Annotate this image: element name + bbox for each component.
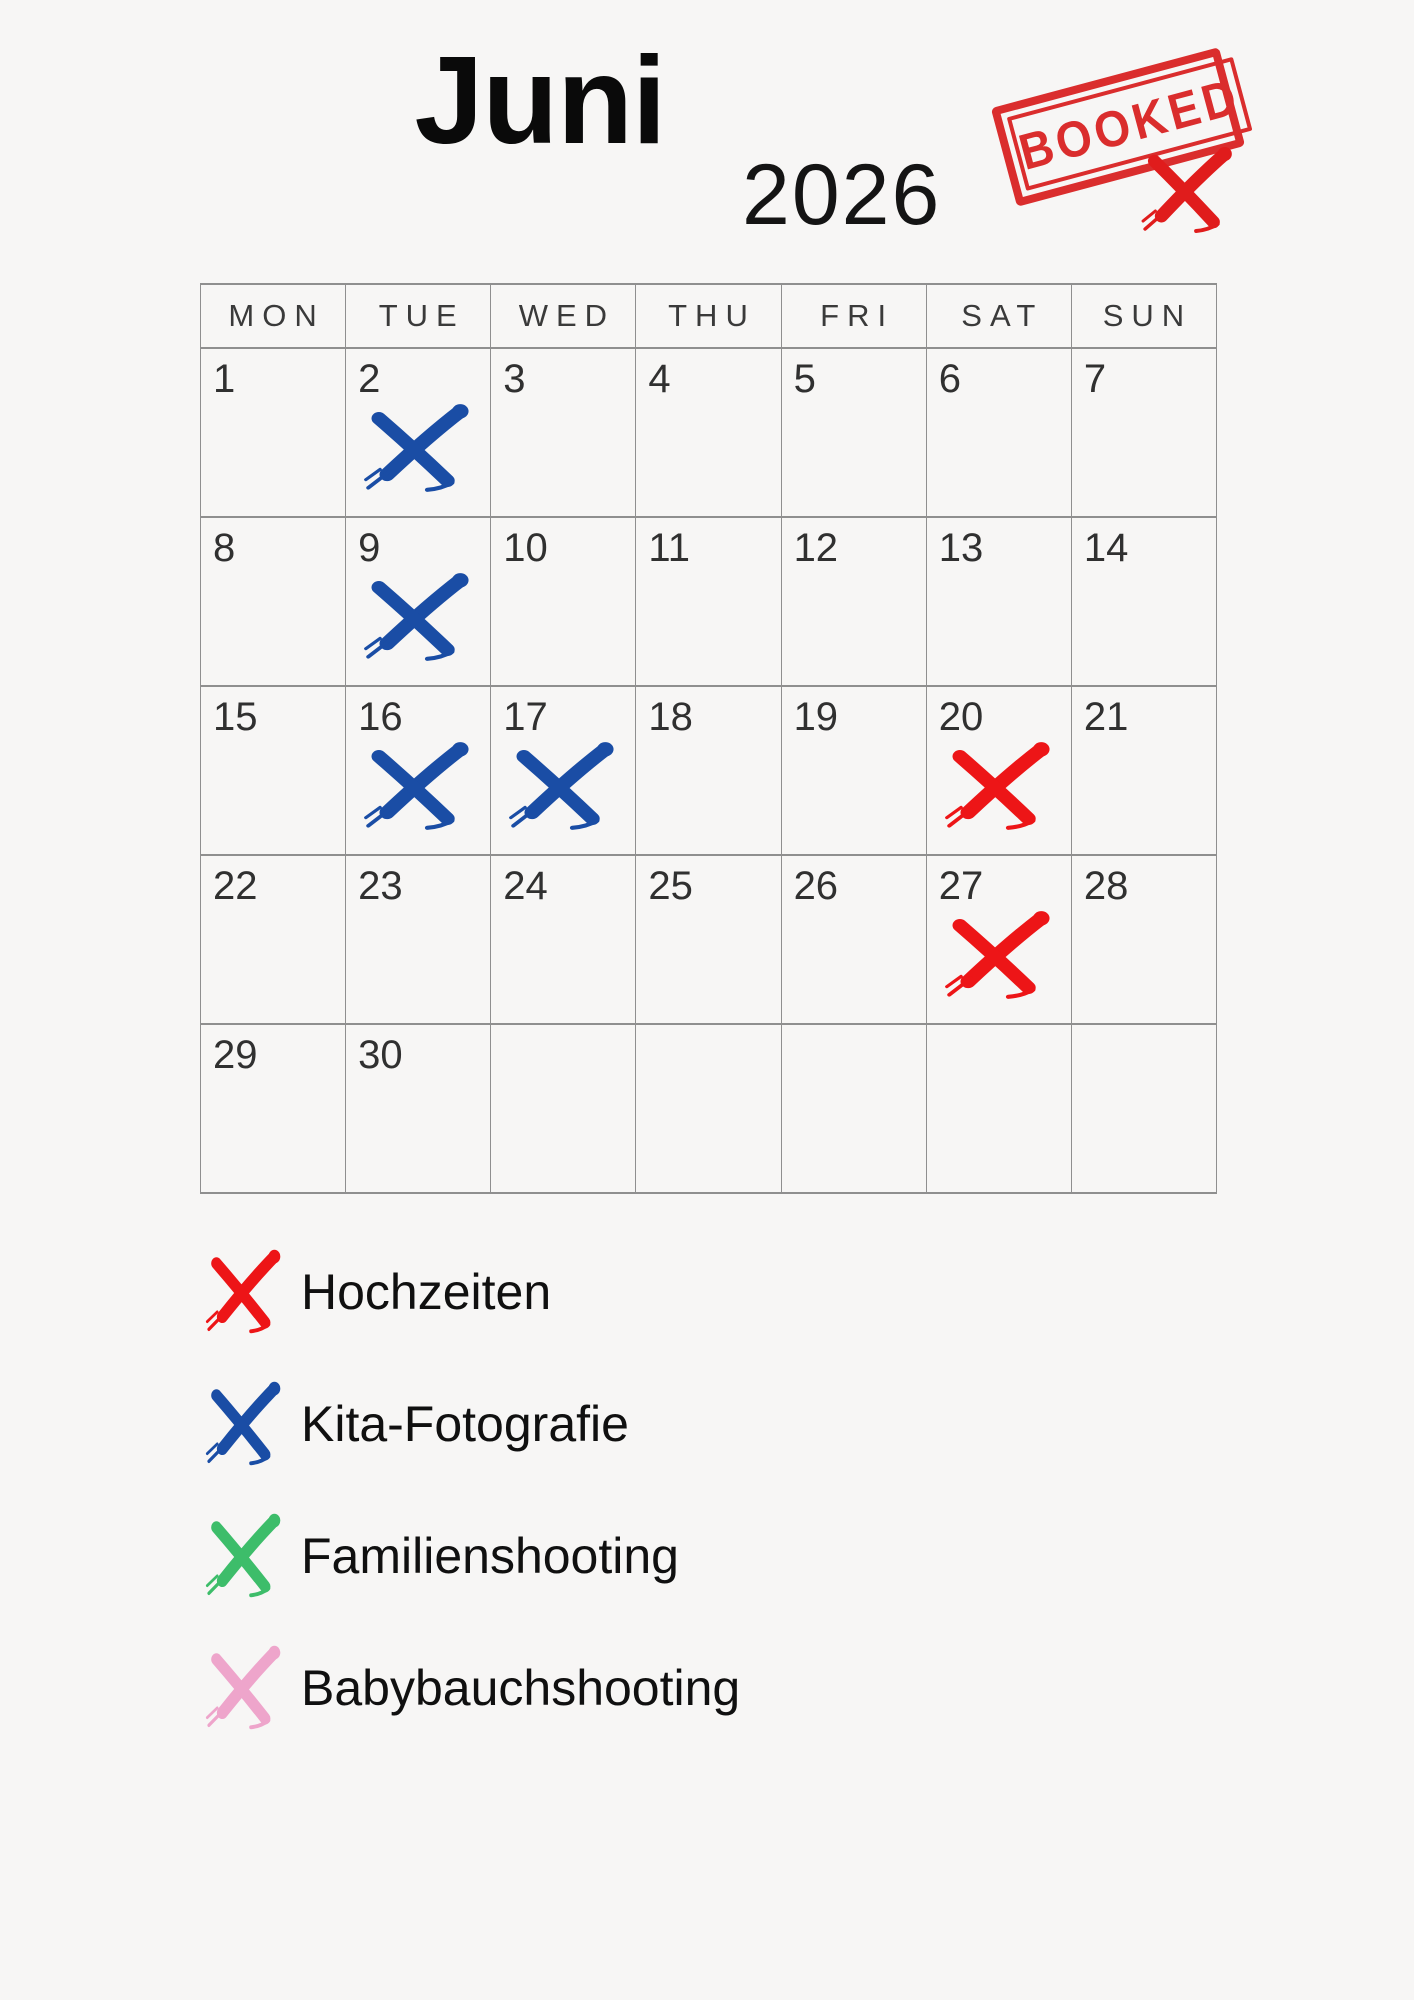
weekday-header-sun: SUN [1071, 284, 1216, 348]
legend-label: Familienshooting [301, 1527, 679, 1584]
legend [203, 1243, 740, 1771]
day-cell-14 [1071, 517, 1216, 686]
day-cell-9 [346, 517, 491, 686]
legend-label: Hochzeiten [301, 1263, 552, 1320]
week-row-2 [201, 517, 1217, 686]
day-cell-16 [346, 686, 491, 855]
day-number: 1 [213, 357, 236, 401]
calendar-table [200, 283, 1217, 1194]
day-cell-10 [491, 517, 636, 686]
day-cell-23 [346, 855, 491, 1024]
day-number: 9 [358, 526, 381, 570]
weekday-header-fri: FRI [781, 284, 926, 348]
day-cell-empty [781, 1024, 926, 1193]
day-number: 6 [938, 357, 961, 401]
week-row-3 [201, 686, 1217, 855]
day-cell-22 [201, 855, 346, 1024]
legend-item-kita_fotografie [203, 1375, 740, 1472]
month-title: Juni [414, 32, 666, 170]
day-number: 23 [358, 864, 403, 908]
day-number: 17 [503, 695, 548, 739]
day-number: 26 [793, 864, 839, 908]
day-cell-empty [1071, 1024, 1216, 1193]
day-number: 22 [213, 864, 258, 908]
day-number: 19 [793, 695, 839, 739]
day-number: 11 [648, 526, 690, 570]
day-cell-19 [781, 686, 926, 855]
day-number [927, 1025, 1071, 1033]
legend-label: Babybauchshooting [301, 1659, 741, 1716]
day-cell-empty [491, 1024, 636, 1193]
day-number: 7 [1083, 357, 1107, 401]
day-cell-4 [636, 348, 781, 517]
day-number: 30 [358, 1033, 403, 1077]
day-cell-empty [926, 1024, 1071, 1193]
legend-item-hochzeiten [203, 1243, 740, 1340]
day-cell-30 [346, 1024, 491, 1193]
day-number: 10 [503, 526, 548, 570]
day-cell-17 [491, 686, 636, 855]
kita_fotografie-x-mark [505, 735, 623, 837]
booked-stamp-label: BOOKED [1013, 67, 1247, 181]
day-number: 28 [1083, 864, 1129, 908]
day-cell-11 [636, 517, 781, 686]
day-number: 25 [648, 864, 693, 908]
legend-label: Kita-Fotografie [301, 1395, 629, 1452]
year-label: 2026 [742, 147, 942, 243]
weekday-row [201, 284, 1217, 348]
weekday-header-sat: SAT [926, 284, 1071, 348]
day-number: 29 [213, 1033, 258, 1077]
day-number: 15 [213, 695, 258, 739]
legend-item-familienshooting [203, 1507, 740, 1604]
day-number: 13 [938, 526, 984, 570]
day-cell-1 [201, 348, 346, 517]
day-number [1072, 1025, 1216, 1033]
week-row-5 [201, 1024, 1217, 1193]
day-cell-27 [926, 855, 1071, 1024]
day-number: 4 [648, 357, 671, 401]
day-number [782, 1025, 926, 1033]
day-cell-empty [636, 1024, 781, 1193]
kita_fotografie-x-mark [360, 735, 478, 837]
weekday-header-thu: THU [636, 284, 781, 348]
day-cell-25 [636, 855, 781, 1024]
day-number: 2 [358, 357, 381, 401]
day-number: 14 [1083, 526, 1129, 570]
kita_fotografie-x-icon [203, 1375, 287, 1472]
day-number: 16 [358, 695, 403, 739]
day-cell-24 [491, 855, 636, 1024]
day-cell-5 [781, 348, 926, 517]
day-number [491, 1025, 635, 1033]
weekday-header-wed: WED [491, 284, 636, 348]
familienshooting-x-icon [203, 1507, 287, 1604]
kita_fotografie-x-mark [360, 397, 478, 499]
day-cell-2 [346, 348, 491, 517]
day-number: 8 [213, 526, 236, 570]
babybauchshooting-x-icon [203, 1639, 287, 1736]
calendar-body [201, 348, 1217, 1193]
day-number: 12 [793, 526, 839, 570]
day-cell-15 [201, 686, 346, 855]
day-cell-26 [781, 855, 926, 1024]
hochzeiten-x-icon [203, 1243, 287, 1340]
legend-item-babybauchshooting [203, 1639, 740, 1736]
day-cell-21 [1071, 686, 1216, 855]
day-cell-7 [1071, 348, 1216, 517]
kita_fotografie-x-mark [360, 566, 478, 668]
week-row-1 [201, 348, 1217, 517]
day-number: 18 [648, 695, 693, 739]
day-number: 5 [793, 357, 816, 401]
day-number: 27 [938, 864, 984, 908]
day-cell-6 [926, 348, 1071, 517]
day-cell-20 [926, 686, 1071, 855]
day-number: 20 [938, 695, 984, 739]
day-cell-3 [491, 348, 636, 517]
day-cell-13 [926, 517, 1071, 686]
day-number: 24 [503, 864, 548, 908]
day-number: 3 [503, 357, 526, 401]
day-number [636, 1025, 780, 1033]
day-cell-18 [636, 686, 781, 855]
hochzeiten-x-mark [941, 735, 1059, 837]
hochzeiten-x-mark [941, 904, 1059, 1006]
day-cell-28 [1071, 855, 1216, 1024]
weekday-header-tue: TUE [346, 284, 491, 348]
weekday-header-mon: MON [201, 284, 346, 348]
day-cell-12 [781, 517, 926, 686]
week-row-4 [201, 855, 1217, 1024]
day-cell-8 [201, 517, 346, 686]
day-cell-29 [201, 1024, 346, 1193]
day-number: 21 [1083, 695, 1129, 739]
stamp-x-icon [1138, 140, 1240, 240]
